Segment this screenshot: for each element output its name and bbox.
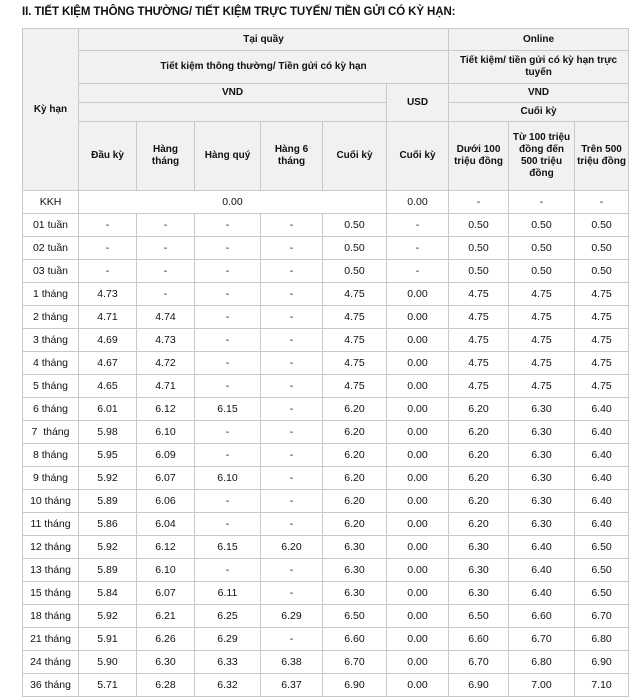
column-header-beginning-of-term: Đầu kỳ [79,122,137,191]
rate-cell-quarterly: 6.15 [195,536,261,559]
rate-cell-beginning-of-term: 6.01 [79,398,137,421]
column-header-term: Kỳ hạn [23,29,79,191]
rate-cell-semiannual: - [261,283,323,306]
rate-cell-online-100m-500m: 6.30 [509,421,575,444]
currency-header-usd: USD [387,84,449,122]
rate-cell-monthly: - [137,283,195,306]
rate-cell-online-under-100m: 4.75 [449,352,509,375]
rate-cell-quarterly: - [195,306,261,329]
rate-cell-online-3: - [575,191,629,214]
rate-cell-usd: 0.00 [387,651,449,674]
rate-cell-online-over-500m: 6.40 [575,467,629,490]
rate-cell-monthly: 4.72 [137,352,195,375]
rate-cell-usd: 0.00 [387,467,449,490]
rate-cell-end-of-term: 4.75 [323,329,387,352]
rate-cell-online-over-500m: 0.50 [575,237,629,260]
rate-cell-beginning-of-term: 5.84 [79,582,137,605]
column-header-over-500m: Trên 500 triệu đồng [575,122,629,191]
rate-cell-beginning-of-term: 4.73 [79,283,137,306]
rate-cell-quarterly: - [195,329,261,352]
row-term-label: 24 tháng [23,651,79,674]
rate-cell-usd: 0.00 [387,536,449,559]
group-header-online: Online [449,29,629,51]
rate-cell-end-of-term: 6.20 [323,467,387,490]
rate-cell-online-under-100m: 6.30 [449,536,509,559]
page-title: II. TIẾT KIỆM THÔNG THƯỜNG/ TIẾT KIỆM TRỰC TUYẾN/ TIỀN GỬI CÓ KỲ HẠN: [22,6,456,18]
rate-cell-online-under-100m: 4.75 [449,329,509,352]
rate-cell-quarterly: - [195,237,261,260]
rate-cell-usd: - [387,214,449,237]
row-term-label: 12 tháng [23,536,79,559]
rate-cell-online-over-500m: 6.40 [575,444,629,467]
rate-cell-monthly: 6.28 [137,674,195,697]
table-row [23,467,629,490]
table-row [23,605,629,628]
rate-cell-beginning-of-term: 4.71 [79,306,137,329]
rate-cell-monthly: 6.06 [137,490,195,513]
rate-cell-semiannual: - [261,375,323,398]
rate-cell-online-100m-500m: 4.75 [509,375,575,398]
column-header-monthly: Hàng tháng [137,122,195,191]
table-row [23,214,629,237]
rate-cell-online-over-500m: 6.50 [575,536,629,559]
rate-cell-online-100m-500m: 6.30 [509,467,575,490]
rate-cell-online-over-500m: 4.75 [575,375,629,398]
rate-cell-beginning-of-term: 5.92 [79,467,137,490]
rate-cell-usd: - [387,260,449,283]
rate-cell-monthly: 6.10 [137,421,195,444]
rate-cell-beginning-of-term: 5.86 [79,513,137,536]
rate-cell-online-100m-500m: 6.60 [509,605,575,628]
rate-cell-end-of-term: 6.30 [323,582,387,605]
rate-cell-usd: 0.00 [387,283,449,306]
rate-cell-online-under-100m: 6.30 [449,582,509,605]
rate-cell-online-under-100m: 6.20 [449,513,509,536]
table-row [23,191,629,214]
table-row [23,536,629,559]
rate-cell-online-over-500m: 6.50 [575,559,629,582]
header-row-columns [23,122,629,191]
row-term-label: 7 tháng [23,421,79,444]
rate-cell-semiannual: - [261,260,323,283]
rate-cell-usd: 0.00 [387,490,449,513]
row-term-label: 02 tuần [23,237,79,260]
rate-cell-online-under-100m: 4.75 [449,306,509,329]
rate-cell-end-of-term: 4.75 [323,283,387,306]
rate-cell-end-of-term: 6.20 [323,444,387,467]
rate-cell-quarterly: - [195,444,261,467]
rate-cell-end-of-term: 6.90 [323,674,387,697]
table-row [23,421,629,444]
rate-cell-semiannual: - [261,306,323,329]
rate-cell-monthly: 6.09 [137,444,195,467]
rate-cell-usd: 0.00 [387,444,449,467]
rate-cell-beginning-of-term: 5.90 [79,651,137,674]
rate-cell-online-over-500m: 6.40 [575,421,629,444]
row-term-label: 03 tuần [23,260,79,283]
table-row [23,283,629,306]
rate-cell-online-100m-500m: 4.75 [509,283,575,306]
table-row [23,628,629,651]
row-term-label: 36 tháng [23,674,79,697]
rate-cell-usd: 0.00 [387,582,449,605]
row-term-label: 2 tháng [23,306,79,329]
currency-header-vnd-counter: VND [79,84,387,103]
rate-cell-usd: 0.00 [387,398,449,421]
rate-cell-monthly: 4.71 [137,375,195,398]
counter-payout-blank [79,103,387,122]
rate-cell-monthly: 6.12 [137,398,195,421]
rate-cell-semiannual: 6.38 [261,651,323,674]
rate-cell-end-of-term: 6.20 [323,421,387,444]
rate-cell-beginning-of-term: 5.92 [79,605,137,628]
row-term-label: 9 tháng [23,467,79,490]
rate-cell-online-under-100m: 6.20 [449,398,509,421]
interest-rate-table [22,28,629,697]
rate-cell-online-under-100m: 6.90 [449,674,509,697]
table-header [23,29,629,191]
rate-cell-quarterly: - [195,513,261,536]
rate-cell-beginning-of-term: 5.91 [79,628,137,651]
rate-cell-quarterly: - [195,352,261,375]
rate-cell-end-of-term: 0.50 [323,214,387,237]
rate-cell-online-over-500m: 7.10 [575,674,629,697]
rate-cell-online-over-500m: 6.50 [575,582,629,605]
rate-cell-online-over-500m: 0.50 [575,214,629,237]
row-term-label: 15 tháng [23,582,79,605]
rate-cell-online-100m-500m: 6.70 [509,628,575,651]
rate-cell-monthly: 6.10 [137,559,195,582]
rate-cell-usd: - [387,237,449,260]
rate-cell-online-100m-500m: 6.40 [509,536,575,559]
row-term-label: 6 tháng [23,398,79,421]
rate-cell-quarterly: 6.10 [195,467,261,490]
rate-cell-quarterly: 6.11 [195,582,261,605]
rate-cell-online-under-100m: 6.50 [449,605,509,628]
rate-cell-online-under-100m: 6.60 [449,628,509,651]
row-term-label: 13 tháng [23,559,79,582]
rate-cell-monthly: 6.30 [137,651,195,674]
table-row [23,582,629,605]
rate-cell-beginning-of-term: 4.67 [79,352,137,375]
rate-cell-vnd-all: 0.00 [79,191,387,214]
rate-cell-quarterly: 6.15 [195,398,261,421]
rate-cell-online-over-500m: 4.75 [575,283,629,306]
rate-cell-monthly: - [137,260,195,283]
column-header-semiannual: Hàng 6 tháng [261,122,323,191]
rate-cell-beginning-of-term: 4.69 [79,329,137,352]
rate-cell-end-of-term: 0.50 [323,260,387,283]
rate-cell-usd: 0.00 [387,306,449,329]
rate-cell-semiannual: - [261,444,323,467]
rate-cell-end-of-term: 0.50 [323,237,387,260]
rate-cell-beginning-of-term: - [79,214,137,237]
header-row-payout-period [23,103,629,122]
rate-cell-semiannual: 6.37 [261,674,323,697]
table-row [23,490,629,513]
rate-cell-beginning-of-term: 5.98 [79,421,137,444]
rate-cell-online-over-500m: 4.75 [575,329,629,352]
rate-cell-end-of-term: 6.60 [323,628,387,651]
table-row [23,513,629,536]
header-row-product [23,51,629,84]
rate-cell-semiannual: - [261,421,323,444]
row-term-label: 21 tháng [23,628,79,651]
rate-cell-online-100m-500m: 0.50 [509,260,575,283]
rate-cell-semiannual: 6.20 [261,536,323,559]
rate-cell-quarterly: 6.29 [195,628,261,651]
row-term-label: 5 tháng [23,375,79,398]
rate-cell-end-of-term: 6.30 [323,559,387,582]
rate-cell-end-of-term: 4.75 [323,306,387,329]
column-header-end-of-term: Cuối kỳ [323,122,387,191]
rate-cell-online-100m-500m: 7.00 [509,674,575,697]
rate-cell-online-under-100m: 0.50 [449,237,509,260]
rate-cell-beginning-of-term: 5.95 [79,444,137,467]
rate-cell-online-100m-500m: 6.30 [509,513,575,536]
rate-cell-semiannual: - [261,214,323,237]
rate-cell-online-under-100m: 4.75 [449,375,509,398]
table-row [23,237,629,260]
product-header-online-savings: Tiết kiệm/ tiền gửi có kỳ hạn trực tuyến [449,51,629,84]
rate-cell-online-2: - [509,191,575,214]
table-row [23,306,629,329]
rate-cell-monthly: 6.04 [137,513,195,536]
rate-cell-monthly: 6.21 [137,605,195,628]
rate-cell-quarterly: 6.25 [195,605,261,628]
rate-cell-end-of-term: 6.30 [323,536,387,559]
rate-cell-quarterly: 6.33 [195,651,261,674]
rate-cell-online-over-500m: 0.50 [575,260,629,283]
rate-table-container [22,28,628,697]
rate-cell-online-100m-500m: 4.75 [509,352,575,375]
rate-cell-online-over-500m: 6.70 [575,605,629,628]
row-term-label: 10 tháng [23,490,79,513]
rate-cell-online-over-500m: 6.40 [575,490,629,513]
rate-cell-end-of-term: 6.50 [323,605,387,628]
row-term-label: 18 tháng [23,605,79,628]
rate-cell-monthly: 6.26 [137,628,195,651]
rate-cell-quarterly: - [195,214,261,237]
rate-cell-end-of-term: 4.75 [323,352,387,375]
rate-cell-beginning-of-term: - [79,237,137,260]
rate-cell-end-of-term: 6.70 [323,651,387,674]
row-term-label: 11 tháng [23,513,79,536]
rate-cell-online-100m-500m: 6.30 [509,398,575,421]
table-row [23,651,629,674]
rate-cell-online-under-100m: 6.70 [449,651,509,674]
rate-cell-beginning-of-term: 5.89 [79,490,137,513]
rate-cell-online-over-500m: 4.75 [575,352,629,375]
rate-cell-quarterly: - [195,490,261,513]
header-row-channel [23,29,629,51]
rate-cell-usd: 0.00 [387,352,449,375]
rate-cell-online-100m-500m: 6.30 [509,444,575,467]
rate-cell-usd: 0.00 [387,513,449,536]
rate-cell-usd: 0.00 [387,559,449,582]
column-header-under-100m: Dưới 100 triệu đồng [449,122,509,191]
rate-cell-semiannual: - [261,398,323,421]
rate-cell-online-under-100m: 4.75 [449,283,509,306]
table-row [23,398,629,421]
rate-cell-quarterly: - [195,559,261,582]
rate-cell-online-100m-500m: 0.50 [509,237,575,260]
rate-cell-online-under-100m: 0.50 [449,214,509,237]
rate-cell-online-100m-500m: 6.40 [509,582,575,605]
rate-cell-semiannual: - [261,490,323,513]
table-row [23,329,629,352]
rate-cell-online-under-100m: 6.20 [449,490,509,513]
rate-cell-end-of-term: 6.20 [323,398,387,421]
rate-cell-online-under-100m: 6.20 [449,467,509,490]
rate-cell-semiannual: - [261,559,323,582]
rate-cell-usd: 0.00 [387,191,449,214]
rate-cell-online-under-100m: 6.20 [449,421,509,444]
rate-cell-usd: 0.00 [387,605,449,628]
row-term-label: 4 tháng [23,352,79,375]
rate-cell-usd: 0.00 [387,674,449,697]
rate-cell-semiannual: - [261,329,323,352]
rate-cell-monthly: 6.12 [137,536,195,559]
rate-cell-usd: 0.00 [387,375,449,398]
column-header-usd-end-of-term: Cuối kỳ [387,122,449,191]
row-term-label: 01 tuần [23,214,79,237]
row-term-label: 8 tháng [23,444,79,467]
rate-cell-online-1: - [449,191,509,214]
rate-cell-online-over-500m: 4.75 [575,306,629,329]
online-payout-period-end-of-term: Cuối kỳ [449,103,629,122]
rate-cell-online-over-500m: 6.40 [575,398,629,421]
rate-cell-online-over-500m: 6.80 [575,628,629,651]
rate-cell-beginning-of-term: - [79,260,137,283]
product-header-counter-savings: Tiết kiệm thông thường/ Tiền gửi có kỳ hạn [79,51,449,84]
rate-cell-quarterly: - [195,260,261,283]
rate-cell-monthly: 4.74 [137,306,195,329]
table-row [23,444,629,467]
rate-cell-monthly: 4.73 [137,329,195,352]
rate-cell-usd: 0.00 [387,628,449,651]
rate-cell-online-100m-500m: 6.80 [509,651,575,674]
rate-cell-end-of-term: 4.75 [323,375,387,398]
rate-cell-quarterly: - [195,283,261,306]
table-row [23,375,629,398]
column-header-quarterly: Hàng quý [195,122,261,191]
row-term-label: 1 tháng [23,283,79,306]
rate-cell-beginning-of-term: 5.71 [79,674,137,697]
rate-cell-beginning-of-term: 5.92 [79,536,137,559]
table-row [23,260,629,283]
rate-cell-end-of-term: 6.20 [323,513,387,536]
header-row-currency [23,84,629,103]
rate-cell-quarterly: - [195,375,261,398]
rate-cell-quarterly: - [195,421,261,444]
table-body [23,191,629,697]
rate-cell-online-under-100m: 6.20 [449,444,509,467]
row-term-label: 3 tháng [23,329,79,352]
rate-cell-beginning-of-term: 4.65 [79,375,137,398]
rate-cell-quarterly: 6.32 [195,674,261,697]
rate-cell-monthly: - [137,214,195,237]
rate-cell-online-under-100m: 0.50 [449,260,509,283]
table-row [23,352,629,375]
row-term-label: KKH [23,191,79,214]
rate-cell-semiannual: 6.29 [261,605,323,628]
rate-cell-online-100m-500m: 6.40 [509,559,575,582]
currency-header-vnd-online: VND [449,84,629,103]
rate-cell-online-100m-500m: 4.75 [509,306,575,329]
group-header-at-counter: Tại quầy [79,29,449,51]
table-row [23,674,629,697]
rate-cell-semiannual: - [261,467,323,490]
rate-cell-online-over-500m: 6.40 [575,513,629,536]
rate-cell-semiannual: - [261,352,323,375]
table-row [23,559,629,582]
rate-cell-online-under-100m: 6.30 [449,559,509,582]
rate-cell-semiannual: - [261,628,323,651]
rate-cell-monthly: 6.07 [137,582,195,605]
rate-cell-usd: 0.00 [387,329,449,352]
rate-cell-monthly: 6.07 [137,467,195,490]
rate-cell-semiannual: - [261,237,323,260]
rate-cell-online-100m-500m: 4.75 [509,329,575,352]
rate-cell-semiannual: - [261,582,323,605]
rate-cell-online-100m-500m: 6.30 [509,490,575,513]
rate-cell-usd: 0.00 [387,421,449,444]
rate-cell-beginning-of-term: 5.89 [79,559,137,582]
rate-cell-online-over-500m: 6.90 [575,651,629,674]
rate-cell-monthly: - [137,237,195,260]
rate-cell-online-100m-500m: 0.50 [509,214,575,237]
column-header-100m-to-500m: Từ 100 triệu đồng đến 500 triệu đồng [509,122,575,191]
rate-cell-end-of-term: 6.20 [323,490,387,513]
rate-cell-semiannual: - [261,513,323,536]
